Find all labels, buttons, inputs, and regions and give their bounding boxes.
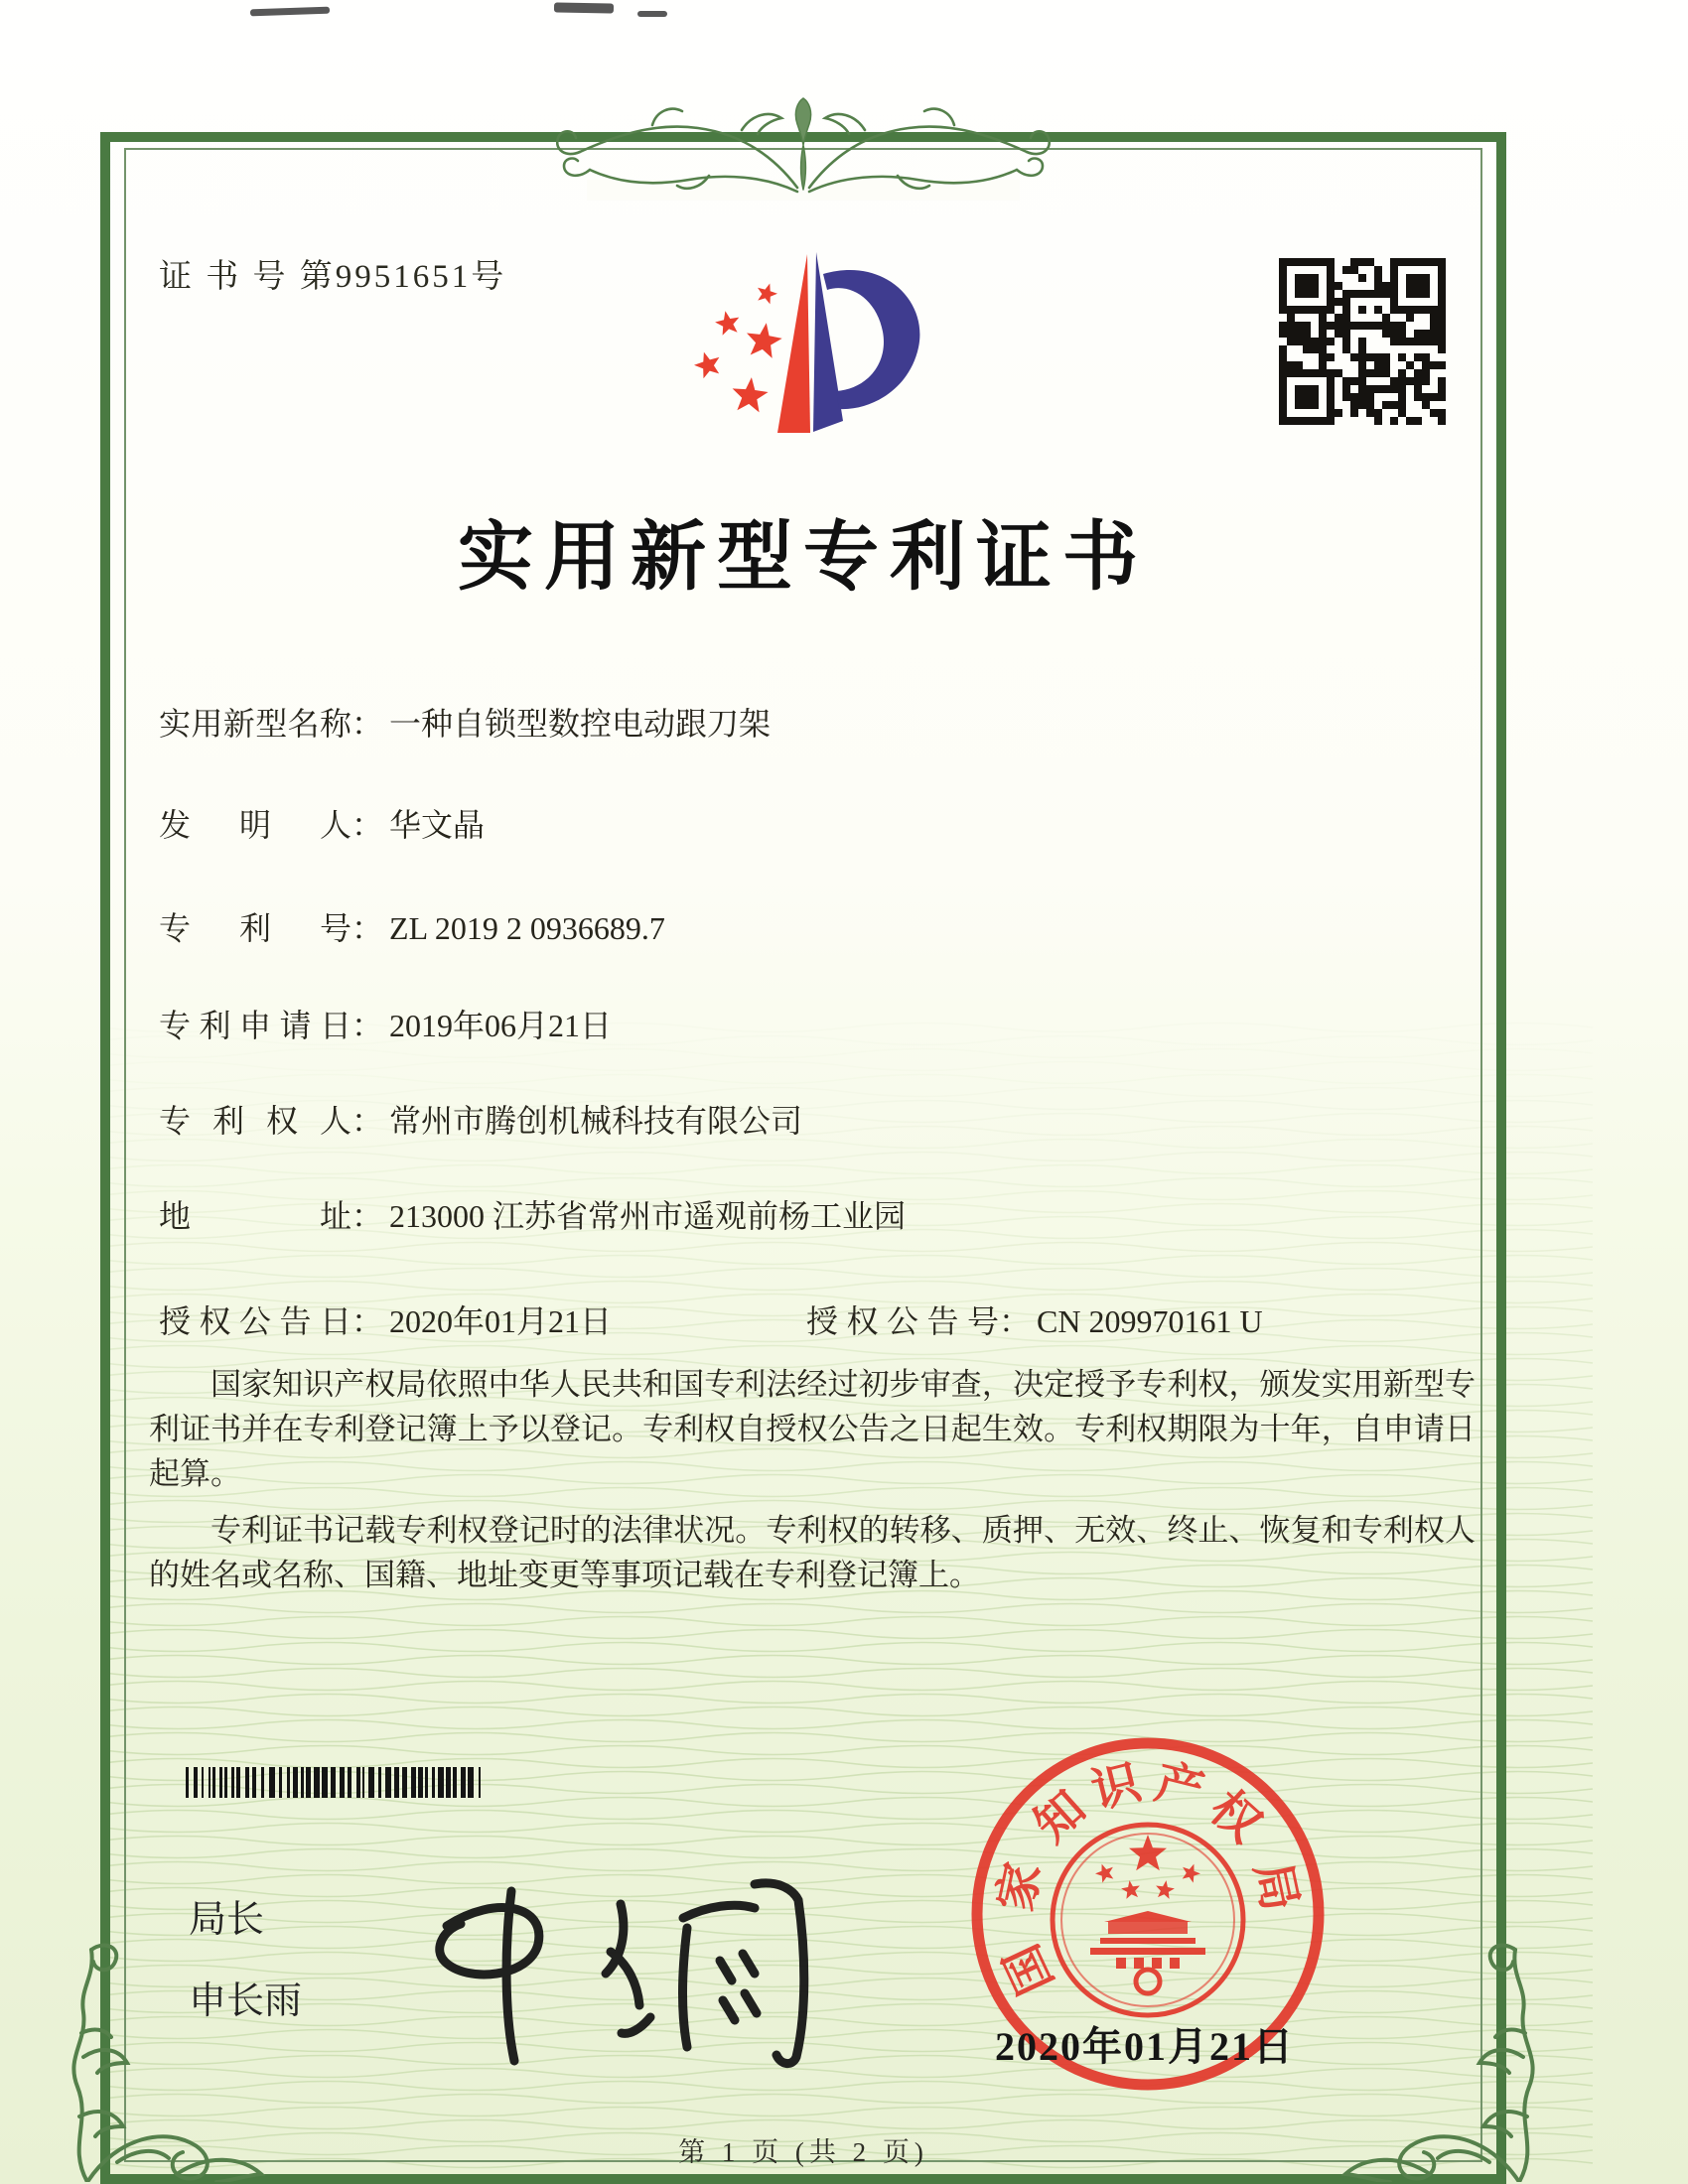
field-row-address: [159, 1191, 906, 1237]
colon: ：: [352, 706, 384, 742]
field-value: ZL 2019 2 0936689.7: [389, 910, 665, 946]
svg-text:局: 局: [1244, 1857, 1307, 1916]
certificate-title: 实用新型专利证书: [458, 516, 1149, 600]
field-value: 华文晶: [389, 807, 486, 843]
scan-artifact: [637, 11, 667, 17]
grant-date-group: [159, 1303, 612, 1339]
barcode: [186, 1767, 488, 1798]
qr-code: [1279, 258, 1446, 425]
field-value: 213000 江苏省常州市遥观前杨工业园: [389, 1198, 907, 1234]
issuer-name: 申长雨: [189, 1980, 303, 2022]
grant-no-value: CN 209970161 U: [1037, 1303, 1263, 1339]
issuer-title: 局长: [189, 1899, 265, 1941]
seal-date: 2020年01月21日: [995, 2024, 1295, 2069]
cnipa-logo: [690, 244, 938, 443]
field-row-patent-no: [159, 903, 665, 949]
svg-text:知: 知: [1025, 1781, 1096, 1853]
certificate-number: 证 书 号 第9951651号: [159, 259, 507, 295]
field-label: 专利权人: [159, 1103, 352, 1139]
field-label: 发明人: [159, 807, 352, 843]
field-label: 地址: [159, 1198, 352, 1234]
seal-emblem-stars: [1095, 1835, 1200, 1899]
field-value: 一种自锁型数控电动跟刀架: [389, 706, 772, 742]
logo-red-wedge: [777, 254, 810, 433]
colon: ：: [352, 1198, 384, 1234]
body-paragraph-1: 国家知识产权局依照中华人民共和国专利法经过初步审查，决定授予专利权，颁发实用新型专利证书并在专利登记簿上予以登记。专利权自授权公告之日起生效。专利权期限为十年，自申请日起算。: [149, 1367, 1476, 1491]
grant-no-label: 授权公告号: [806, 1303, 999, 1339]
field-row-inventor: [159, 800, 485, 846]
svg-text:国: 国: [995, 1936, 1063, 2002]
page-footer: 第 1 页 (共 2 页): [678, 2137, 928, 2167]
seal-emblem-gate: [1090, 1911, 1205, 1969]
colon: ：: [352, 1103, 384, 1139]
colon: ：: [352, 1008, 384, 1043]
grant-row: [159, 1297, 1263, 1342]
colon: ：: [352, 1303, 384, 1339]
field-row-filing-date: [159, 1001, 612, 1046]
field-value: 2019年06月21日: [389, 1008, 613, 1043]
svg-text:识: 识: [1086, 1755, 1146, 1819]
colon: ：: [352, 807, 384, 843]
field-label: 专利号: [159, 910, 352, 946]
legal-body-text: [149, 1362, 1476, 1609]
colon: ：: [999, 1303, 1032, 1339]
top-ornament-flourish: [545, 91, 1061, 201]
colon: ：: [352, 910, 384, 946]
seal-org-text: [989, 1756, 1306, 2002]
body-paragraph-2: 专利证书记载专利权登记时的法律状况。专利权的转移、质押、无效、终止、恢复和专利权人的姓名或名称、国籍、地址变更等事项记载在专利登记簿上。: [149, 1513, 1476, 1592]
field-label: 实用新型名称: [159, 706, 352, 742]
grant-date-label: 授权公告日: [159, 1303, 352, 1339]
scan-artifact: [554, 2, 614, 13]
field-label: 专利申请日: [159, 1008, 352, 1043]
svg-text:产: 产: [1150, 1755, 1209, 1819]
svg-text:家: 家: [989, 1857, 1052, 1916]
field-row-name: [159, 699, 771, 745]
field-row-patentee: [159, 1096, 802, 1142]
grant-date-value: 2020年01月21日: [389, 1303, 613, 1339]
logo-stars: [694, 284, 782, 413]
issuer-signature: [427, 1866, 844, 2085]
field-value: 常州市腾创机械科技有限公司: [389, 1103, 803, 1139]
grant-no-group: [806, 1297, 1263, 1342]
svg-text:权: 权: [1199, 1781, 1271, 1853]
